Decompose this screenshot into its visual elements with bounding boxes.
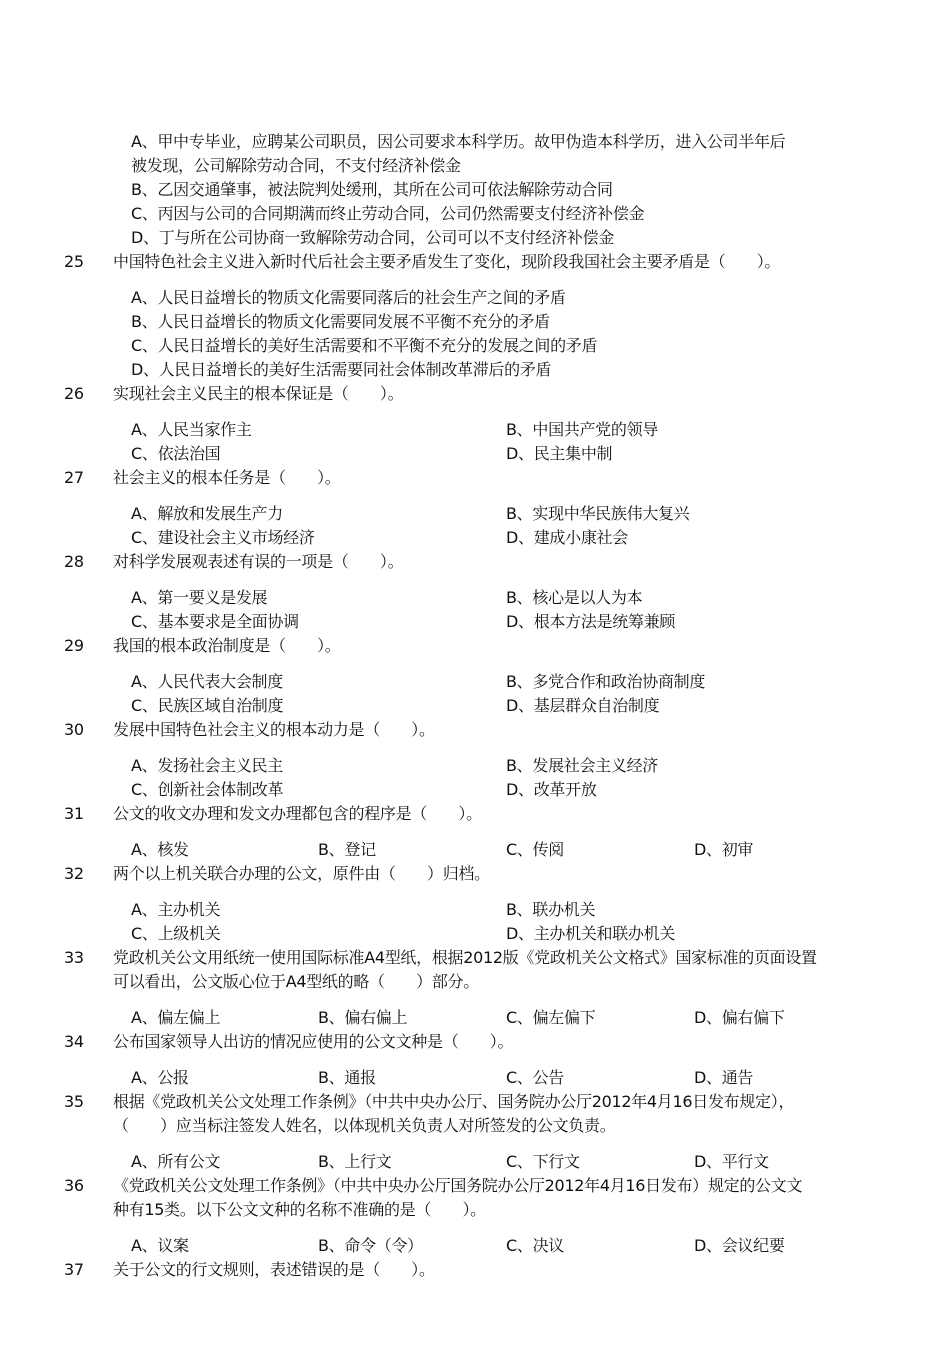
question-number: 30 bbox=[64, 720, 84, 739]
question-text: 社会主义的根本任务是（ ）。 bbox=[113, 468, 341, 487]
question-number: 28 bbox=[64, 552, 84, 571]
answer-option: B、中国共产党的领导 bbox=[506, 420, 658, 439]
question-text: 《党政机关公文处理工作条例》（中共中央办公厅国务院办公厅2012年4月16日发布）规定的公文文 bbox=[113, 1176, 803, 1195]
answer-option: A、偏左偏上 bbox=[131, 1008, 221, 1027]
question-text: 实现社会主义民主的根本保证是（ ）。 bbox=[113, 384, 404, 403]
answer-option: D、根本方法是统筹兼顾 bbox=[506, 612, 676, 631]
answer-option: B、通报 bbox=[318, 1068, 376, 1087]
answer-option: A、所有公文 bbox=[131, 1152, 221, 1171]
answer-option: B、偏右偏上 bbox=[318, 1008, 408, 1027]
question-number: 37 bbox=[64, 1260, 84, 1279]
option-text: D、丁与所在公司协商一致解除劳动合同，公司可以不支付经济补偿金 bbox=[131, 228, 615, 247]
question-number: 29 bbox=[64, 636, 84, 655]
answer-option: A、人民代表大会制度 bbox=[131, 672, 283, 691]
answer-option: D、建成小康社会 bbox=[506, 528, 628, 547]
question-text: 我国的根本政治制度是（ ）。 bbox=[113, 636, 341, 655]
option-text: A、甲中专毕业，应聘某公司职员，因公司要求本科学历。故甲伪造本科学历，进入公司半年后 bbox=[131, 132, 786, 151]
answer-option: B、实现中华民族伟大复兴 bbox=[506, 504, 690, 523]
question-number: 26 bbox=[64, 384, 84, 403]
question-text: 公布国家领导人出访的情况应使用的公文文种是（ ）。 bbox=[113, 1032, 514, 1051]
answer-option: D、平行文 bbox=[694, 1152, 769, 1171]
question-text: 根据《党政机关公文处理工作条例》（中共中央办公厅、国务院办公厅2012年4月16日发布规定）， bbox=[113, 1092, 795, 1111]
answer-option: C、下行文 bbox=[506, 1152, 580, 1171]
question-text: 党政机关公文用纸统一使用国际标准A4型纸，根据2012版《党政机关公文格式》国家标准的页面设置 bbox=[113, 948, 817, 967]
answer-option: A、核发 bbox=[131, 840, 189, 859]
question-text: 公文的收文办理和发文办理都包含的程序是（ ）。 bbox=[113, 804, 482, 823]
question-number: 36 bbox=[64, 1176, 84, 1195]
question-number: 25 bbox=[64, 252, 84, 271]
question-number: 32 bbox=[64, 864, 84, 883]
question-text: 可以看出，公文版心位于A4型纸的略（ ）部分。 bbox=[113, 972, 479, 991]
question-text: 种有15类。以下公文文种的名称不准确的是（ ）。 bbox=[113, 1200, 486, 1219]
question-text: 关于公文的行文规则，表述错误的是（ ）。 bbox=[113, 1260, 435, 1279]
answer-option: D、主办机关和联办机关 bbox=[506, 924, 676, 943]
answer-option: A、人民日益增长的物质文化需要同落后的社会生产之间的矛盾 bbox=[131, 288, 566, 307]
answer-option: A、公报 bbox=[131, 1068, 189, 1087]
answer-option: B、命令（令） bbox=[318, 1236, 423, 1255]
answer-option: D、会议纪要 bbox=[694, 1236, 785, 1255]
answer-option: B、发展社会主义经济 bbox=[506, 756, 658, 775]
answer-option: D、人民日益增长的美好生活需要同社会体制改革滞后的矛盾 bbox=[131, 360, 552, 379]
answer-option: C、偏左偏下 bbox=[506, 1008, 596, 1027]
question-text: 两个以上机关联合办理的公文，原件由（ ）归档。 bbox=[113, 864, 490, 883]
answer-option: B、联办机关 bbox=[506, 900, 596, 919]
question-number: 33 bbox=[64, 948, 84, 967]
answer-option: B、核心是以人为本 bbox=[506, 588, 643, 607]
answer-option: C、人民日益增长的美好生活需要和不平衡不充分的发展之间的矛盾 bbox=[131, 336, 598, 355]
question-number: 34 bbox=[64, 1032, 84, 1051]
answer-option: D、民主集中制 bbox=[506, 444, 613, 463]
answer-option: B、多党合作和政治协商制度 bbox=[506, 672, 706, 691]
question-number: 35 bbox=[64, 1092, 84, 1111]
question-number: 31 bbox=[64, 804, 84, 823]
answer-option: D、偏右偏下 bbox=[694, 1008, 785, 1027]
answer-option: C、传阅 bbox=[506, 840, 564, 859]
question-number: 27 bbox=[64, 468, 84, 487]
answer-option: C、决议 bbox=[506, 1236, 564, 1255]
answer-option: D、通告 bbox=[694, 1068, 754, 1087]
answer-option: A、解放和发展生产力 bbox=[131, 504, 283, 523]
answer-option: C、建设社会主义市场经济 bbox=[131, 528, 315, 547]
answer-option: C、基本要求是全面协调 bbox=[131, 612, 299, 631]
answer-option: A、发扬社会主义民主 bbox=[131, 756, 283, 775]
answer-option: D、初审 bbox=[694, 840, 754, 859]
answer-option: B、上行文 bbox=[318, 1152, 392, 1171]
question-text: 对科学发展观表述有误的一项是（ ）。 bbox=[113, 552, 404, 571]
answer-option: C、上级机关 bbox=[131, 924, 221, 943]
answer-option: C、依法治国 bbox=[131, 444, 221, 463]
option-text: C、丙因与公司的合同期满而终止劳动合同，公司仍然需要支付经济补偿金 bbox=[131, 204, 645, 223]
option-text: B、乙因交通肇事，被法院判处缓刑，其所在公司可依法解除劳动合同 bbox=[131, 180, 613, 199]
answer-option: C、民族区域自治制度 bbox=[131, 696, 284, 715]
answer-option: B、登记 bbox=[318, 840, 376, 859]
answer-option: A、人民当家作主 bbox=[131, 420, 252, 439]
question-text: （ ）应当标注签发人姓名，以体现机关负责人对所签发的公文负责。 bbox=[113, 1116, 616, 1135]
answer-option: B、人民日益增长的物质文化需要同发展不平衡不充分的矛盾 bbox=[131, 312, 550, 331]
answer-option: D、改革开放 bbox=[506, 780, 597, 799]
answer-option: C、创新社会体制改革 bbox=[131, 780, 284, 799]
answer-option: A、主办机关 bbox=[131, 900, 221, 919]
answer-option: C、公告 bbox=[506, 1068, 564, 1087]
option-text: 被发现，公司解除劳动合同，不支付经济补偿金 bbox=[131, 156, 461, 175]
question-text: 中国特色社会主义进入新时代后社会主要矛盾发生了变化，现阶段我国社会主要矛盾是（ ）。 bbox=[113, 252, 781, 271]
answer-option: D、基层群众自治制度 bbox=[506, 696, 660, 715]
answer-option: A、议案 bbox=[131, 1236, 189, 1255]
answer-option: A、第一要义是发展 bbox=[131, 588, 268, 607]
question-text: 发展中国特色社会主义的根本动力是（ ）。 bbox=[113, 720, 435, 739]
